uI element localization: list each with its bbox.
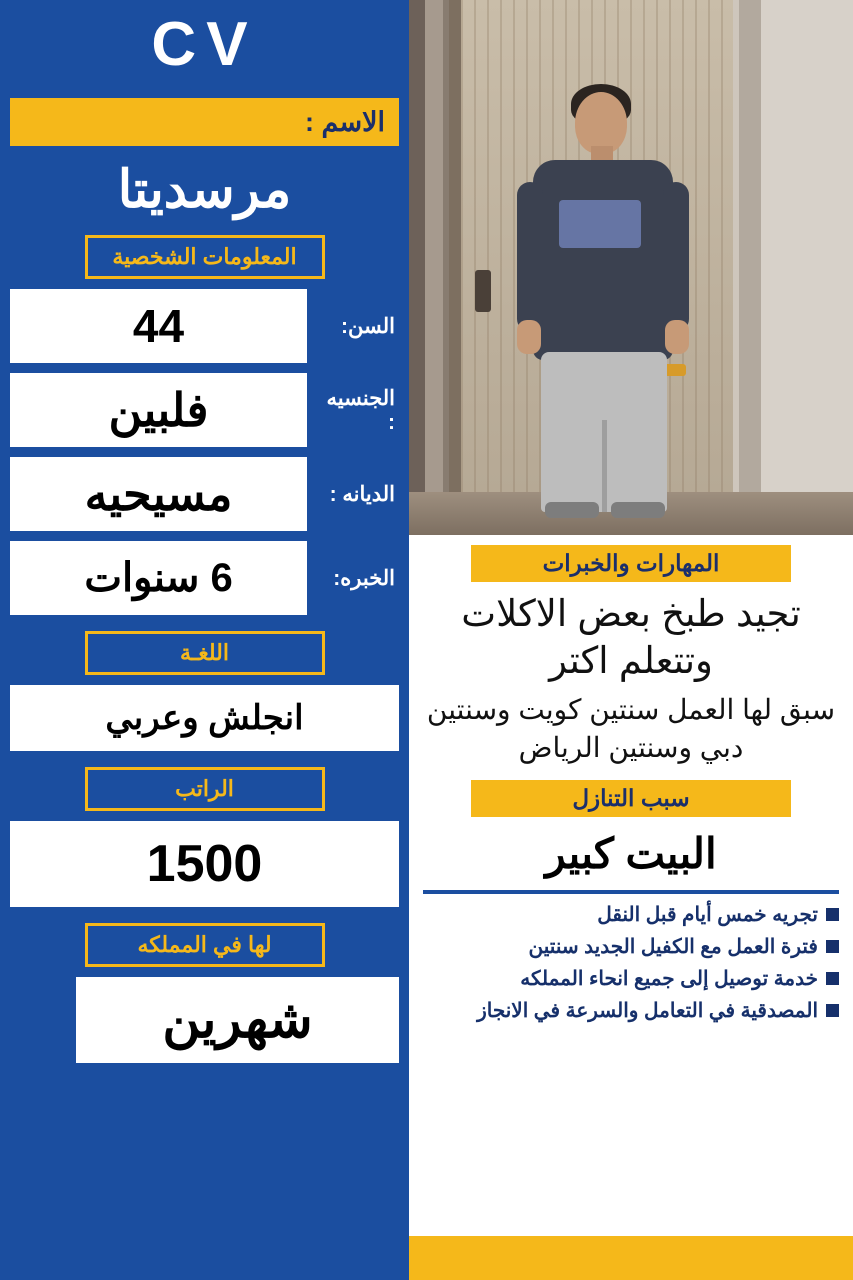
applicant-name: مرسديتا (117, 161, 292, 219)
person-pants-seam (602, 420, 607, 512)
salary-value: 1500 (10, 821, 399, 907)
person-shoe-left (545, 502, 599, 518)
person-head (575, 92, 627, 154)
reason-value: البيت كبير (545, 830, 717, 878)
language-value: انجلش وعربي (10, 685, 399, 751)
person-arm-left (517, 182, 543, 332)
square-bullet-icon (826, 972, 839, 985)
field-row-experience (10, 541, 399, 615)
person-figure (409, 0, 853, 535)
personal-info-heading: المعلومات الشخصية (85, 235, 325, 279)
cv-title: CV (151, 10, 258, 79)
person-shirt-logo (559, 200, 641, 248)
info-column (0, 0, 409, 1280)
person-arm-right (663, 182, 689, 332)
person-shoe-right (611, 502, 665, 518)
divider (423, 890, 839, 894)
list-item (423, 902, 839, 927)
name-label-band (10, 98, 399, 146)
bottom-accent-bar (409, 1236, 853, 1280)
person-shirt (533, 160, 673, 360)
benefits-list (409, 902, 853, 1030)
salary-heading: الراتب (85, 767, 325, 811)
religion-label: الديانه : (329, 482, 395, 506)
skills-heading: المهارات والخبرات (471, 545, 791, 582)
list-item-label: خدمة توصيل إلى جميع انحاء المملكه (520, 968, 818, 991)
experience-text: سبق لها العمل سنتين كويت وسنتين دبي وسنتين الرياض (426, 693, 836, 763)
square-bullet-icon (826, 1004, 839, 1017)
in-kingdom-value: شهرين (76, 977, 399, 1063)
field-row-nationality (10, 373, 399, 447)
list-item-label: فترة العمل مع الكفيل الجديد سنتين (528, 936, 818, 959)
experience-label: الخبره: (333, 566, 395, 590)
experience-value: 6 سنوات (10, 541, 307, 615)
person-hand-left (517, 320, 541, 354)
nationality-value: فلبين (10, 373, 307, 447)
square-bullet-icon (826, 908, 839, 921)
list-item (423, 966, 839, 991)
list-item (423, 998, 839, 1023)
field-row-religion (10, 457, 399, 531)
nationality-label: الجنسيه : (326, 386, 395, 434)
applicant-photo (409, 0, 853, 535)
in-kingdom-heading: لها في المملكه (85, 923, 325, 967)
list-item (423, 934, 839, 959)
field-row-age (10, 289, 399, 363)
wristwatch-icon (664, 364, 686, 376)
person-hand-right (665, 320, 689, 354)
square-bullet-icon (826, 940, 839, 953)
age-label: السن: (341, 314, 395, 338)
religion-value: مسيحيه (10, 457, 307, 531)
list-item-label: المصدقية في التعامل والسرعة في الانجاز (477, 1000, 818, 1023)
name-label: الاسم : (305, 106, 385, 137)
skills-main-text: تجيد طبخ بعض الاكلات وتتعلم اكتر (461, 593, 801, 682)
list-item-label: تجريه خمس أيام قبل النقل (597, 904, 818, 927)
language-heading: اللغـة (85, 631, 325, 675)
reason-heading: سبب التنازل (471, 780, 791, 817)
age-value: 44 (10, 289, 307, 363)
photo-and-skills-column (409, 0, 853, 1280)
